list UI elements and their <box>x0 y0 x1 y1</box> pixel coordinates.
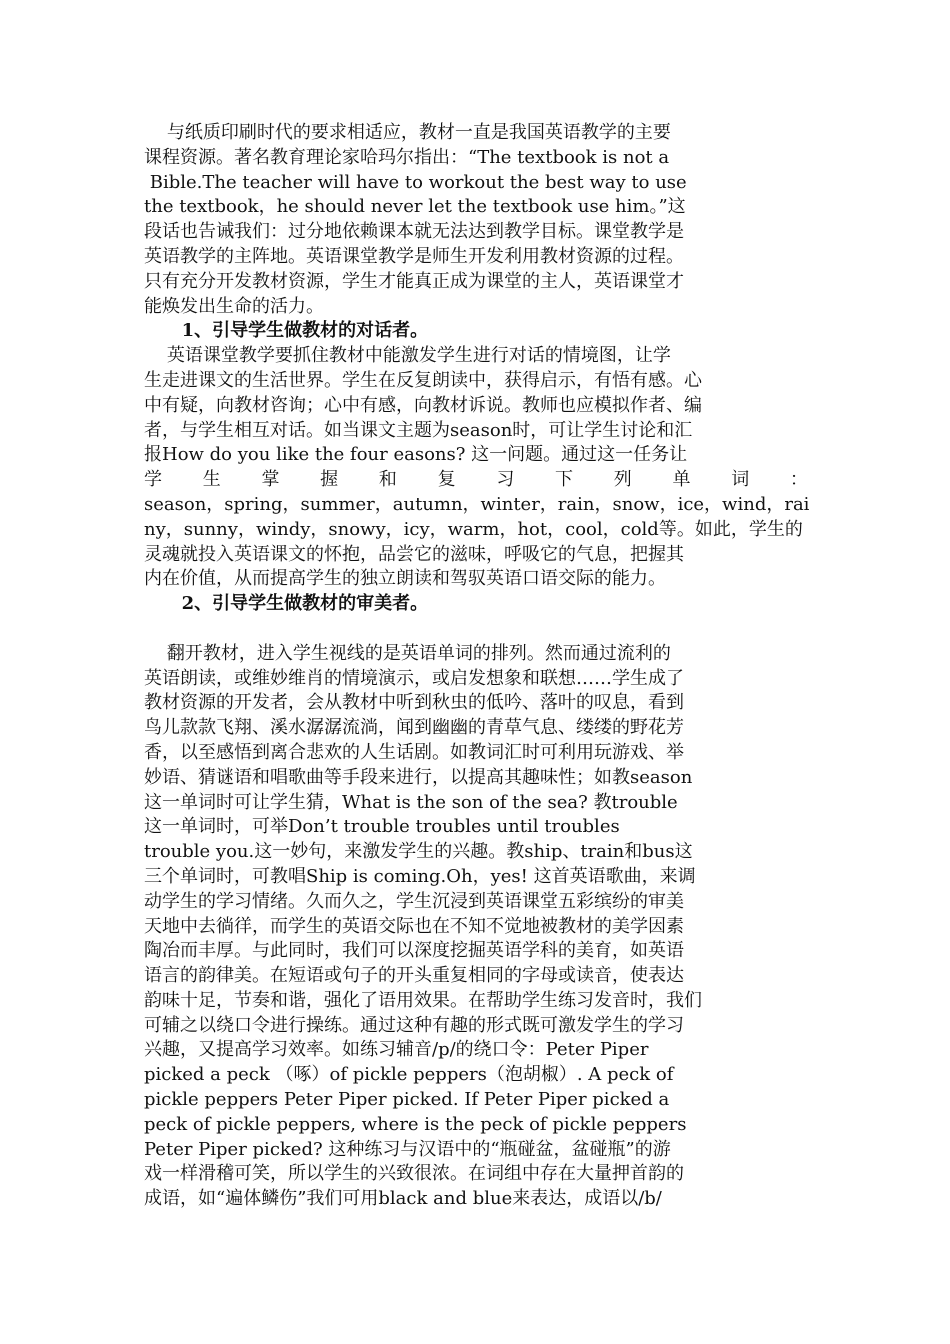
text-line: ny，sunny，windy，snowy，icy，warm，hot，cool，cold等。如此，学生的 <box>144 518 803 540</box>
text-line: 只有充分开发教材资源，学生才能真正成为课堂的主人，英语课堂才 <box>144 270 684 292</box>
text-line-justified <box>144 468 808 493</box>
text-line: 戏一样滑稽可笑，所以学生的兴致很浓。在词组中存在大量押首韵的 <box>144 1163 684 1185</box>
justified-char: 下 <box>555 469 574 491</box>
justified-char: 和 <box>378 469 397 491</box>
text-line: Peter Piper picked? 这种练习与汉语中的“瓶碰盆，盆碰瓶”的游 <box>144 1138 671 1160</box>
text-line: 英语教学的主阵地。英语课堂教学是师生开发利用教材资源的过程。 <box>144 245 684 267</box>
justified-char: 单 <box>672 469 691 491</box>
text-line: Bible.The teacher will have to workout the best way to use <box>144 171 687 193</box>
text-line: 段话也告诫我们：过分地依赖课本就无法达到教学目标。课堂教学是 <box>144 221 684 243</box>
justified-char: 复 <box>437 469 456 491</box>
section-heading: 1、引导学生做教材的对话者。 <box>144 320 429 342</box>
justified-char: 学 <box>144 469 162 491</box>
text-line: 与纸质印刷时代的要求相适应，教材一直是我国英语教学的主要 <box>144 122 671 143</box>
text-line: season，spring，summer，autumn，winter，rain，snow，ice，wind，rai <box>144 493 810 515</box>
justified-char: 列 <box>613 469 632 491</box>
text-line: picked a peck （啄）of pickle peppers（泡胡椒）. A peck of <box>144 1064 674 1086</box>
text-line: peck of pickle peppers, where is the peck of pickle peppers <box>144 1113 687 1135</box>
text-line: 英语课堂教学要抓住教材中能激发学生进行对话的情境图，让学 <box>144 345 671 367</box>
section-heading: 2、引导学生做教材的审美者。 <box>144 593 429 615</box>
text-line: 教材资源的开发者，会从教材中听到秋虫的低吟、落叶的叹息，看到 <box>144 692 684 714</box>
text-line: 陶冶而丰厚。与此同时，我们可以深度挖掘英语学科的美育，如英语 <box>144 940 684 962</box>
justified-char: 词 <box>731 469 750 491</box>
text-line: 成语，如“遍体鳞伤”我们可用black and blue来表达，成语以/b/ <box>144 1188 662 1210</box>
justified-char: 习 <box>496 469 515 491</box>
text-line: 中有疑，向教材咨询；心中有感，向教材诉说。教师也应模拟作者、编 <box>144 394 702 416</box>
text-line: 者，与学生相互对话。如当课文主题为season时，可让学生讨论和汇 <box>144 419 693 441</box>
justified-char: 握 <box>320 469 339 491</box>
justified-char: 掌 <box>261 469 280 491</box>
text-line: 灵魂就投入英语课文的怀抱，品尝它的滋味，呼吸它的气息，把握其 <box>144 543 684 565</box>
text-line: 英语朗读，或维妙维肖的情境演示，或启发想象和联想……学生成了 <box>144 667 684 689</box>
text-line: 妙语、猜谜语和唱歌曲等手段来进行，以提高其趣味性；如教season <box>144 766 693 788</box>
text-line: 动学生的学习情绪。久而久之，学生沉浸到英语课堂五彩缤纷的审美 <box>144 890 684 912</box>
text-line: 天地中去徜徉，而学生的英语交际也在不知不觉地被教材的美学因素 <box>144 915 684 937</box>
document-body <box>144 121 808 1212</box>
text-line: trouble you.这一妙句，来激发学生的兴趣。教ship、train和bus这 <box>144 841 693 863</box>
text-line: 生走进课文的生活世界。学生在反复朗读中，获得启示，有悟有感。心 <box>144 369 702 391</box>
justified-char: 生 <box>202 469 221 491</box>
text-line: 兴趣，又提高学习效率。如练习辅音/p/的绕口令：Peter Piper <box>144 1039 649 1061</box>
text-line: the textbook，he should never let the textbook use him。”这 <box>144 196 686 218</box>
blank-line <box>144 617 808 642</box>
text-line: 这一单词时，可举Don’t trouble troubles until troubles <box>144 816 620 838</box>
text-line: 这一单词时可让学生猜，What is the son of the sea? 教trouble <box>144 791 678 813</box>
text-line: 报How do you like the four easons? 这一问题。通过这一任务让 <box>144 444 688 466</box>
text-line: 内在价值，从而提高学生的独立朗读和驾驭英语口语交际的能力。 <box>144 568 666 590</box>
text-line: 鸟儿款款飞翔、溪水潺潺流淌，闻到幽幽的青草气息、缕缕的野花芳 <box>144 717 684 739</box>
justified-char: ： <box>789 469 808 491</box>
text-line: 可辅之以绕口令进行操练。通过这种有趣的形式既可激发学生的学习 <box>144 1014 684 1036</box>
text-line: 语言的韵律美。在短语或句子的开头重复相同的字母或读音，使表达 <box>144 965 684 987</box>
text-line: 三个单词时，可教唱Ship is coming.Oh，yes! 这首英语歌曲，来调 <box>144 865 696 887</box>
text-line: 香，以至感悟到离合悲欢的人生话剧。如教词汇时可利用玩游戏、举 <box>144 741 684 763</box>
text-line: 课程资源。著名教育理论家哈玛尔指出：“The textbook is not a <box>144 146 670 168</box>
text-line: 翻开教材，进入学生视线的是英语单词的排列。然而通过流利的 <box>144 642 671 664</box>
text-line: pickle peppers Peter Piper picked. If Peter Piper picked a <box>144 1089 670 1111</box>
text-line: 韵味十足，节奏和谐，强化了语用效果。在帮助学生练习发音时，我们 <box>144 989 702 1011</box>
text-line: 能焕发出生命的活力。 <box>144 295 324 317</box>
